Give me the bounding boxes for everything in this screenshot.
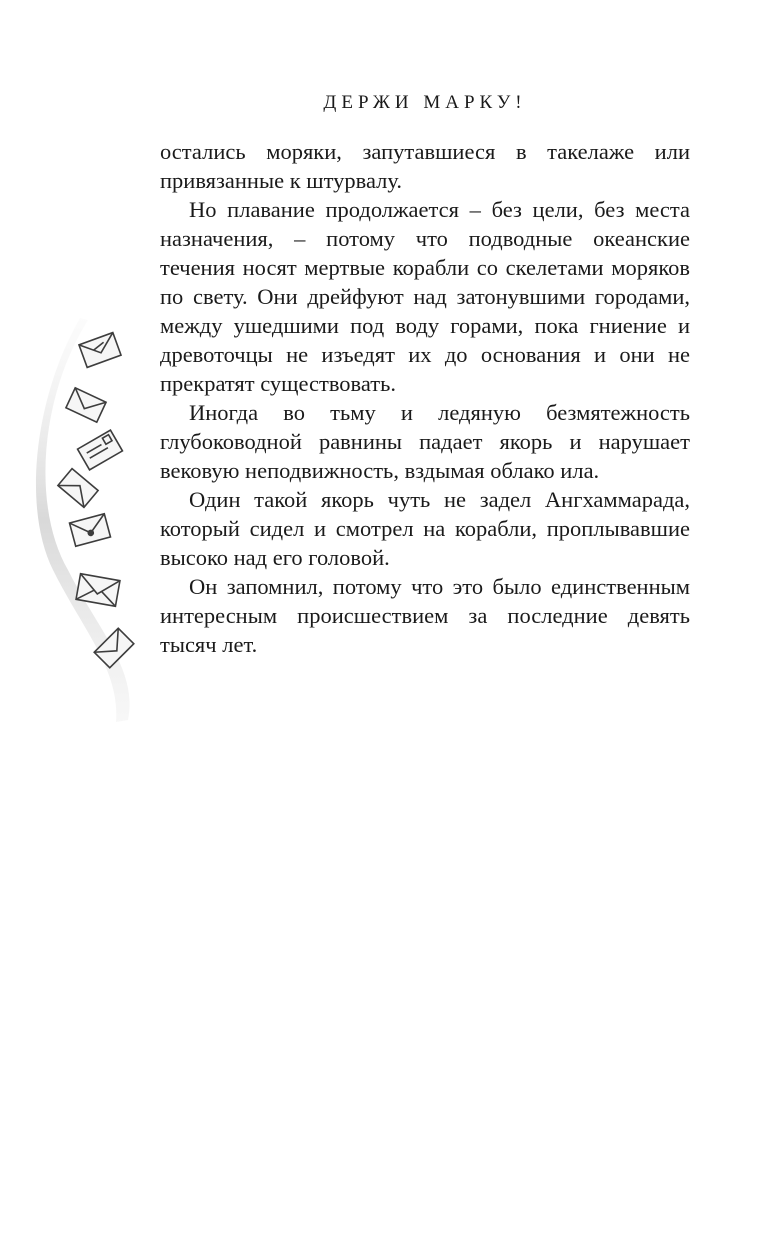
paragraph-5: Он запомнил, потому что это было единственным интересным происшествием за последние девять тысяч лет.	[160, 574, 690, 657]
running-head: ДЕРЖИ МАРКУ!	[323, 92, 527, 113]
body-text	[160, 137, 690, 659]
paragraph-1: остались моряки, запутавшиеся в такелаже или привязанные к штурвалу.	[160, 139, 690, 193]
flying-envelopes-illustration	[28, 310, 158, 730]
paragraph-4: Один такой якорь чуть не задел Ангхаммарада, который сидел и смотрел на корабли, проплывавшие высоко над его головой.	[160, 487, 690, 570]
paragraph-2: Но плавание продолжается – без цели, без места назначения, – потому что подводные океанские течения носят мертвые корабли со скелетами моряков по свету. Они дрейфуют над затонувшими городами, между ушедшими под воду горами, пока гниение и древоточцы не изъедят их до основания и они не прекратят существовать.	[160, 197, 690, 396]
paragraph-3: Иногда во тьму и ледяную безмятежность глубоководной равнины падает якорь и нарушает вековую неподвижность, вздымая облако ила.	[160, 400, 690, 483]
